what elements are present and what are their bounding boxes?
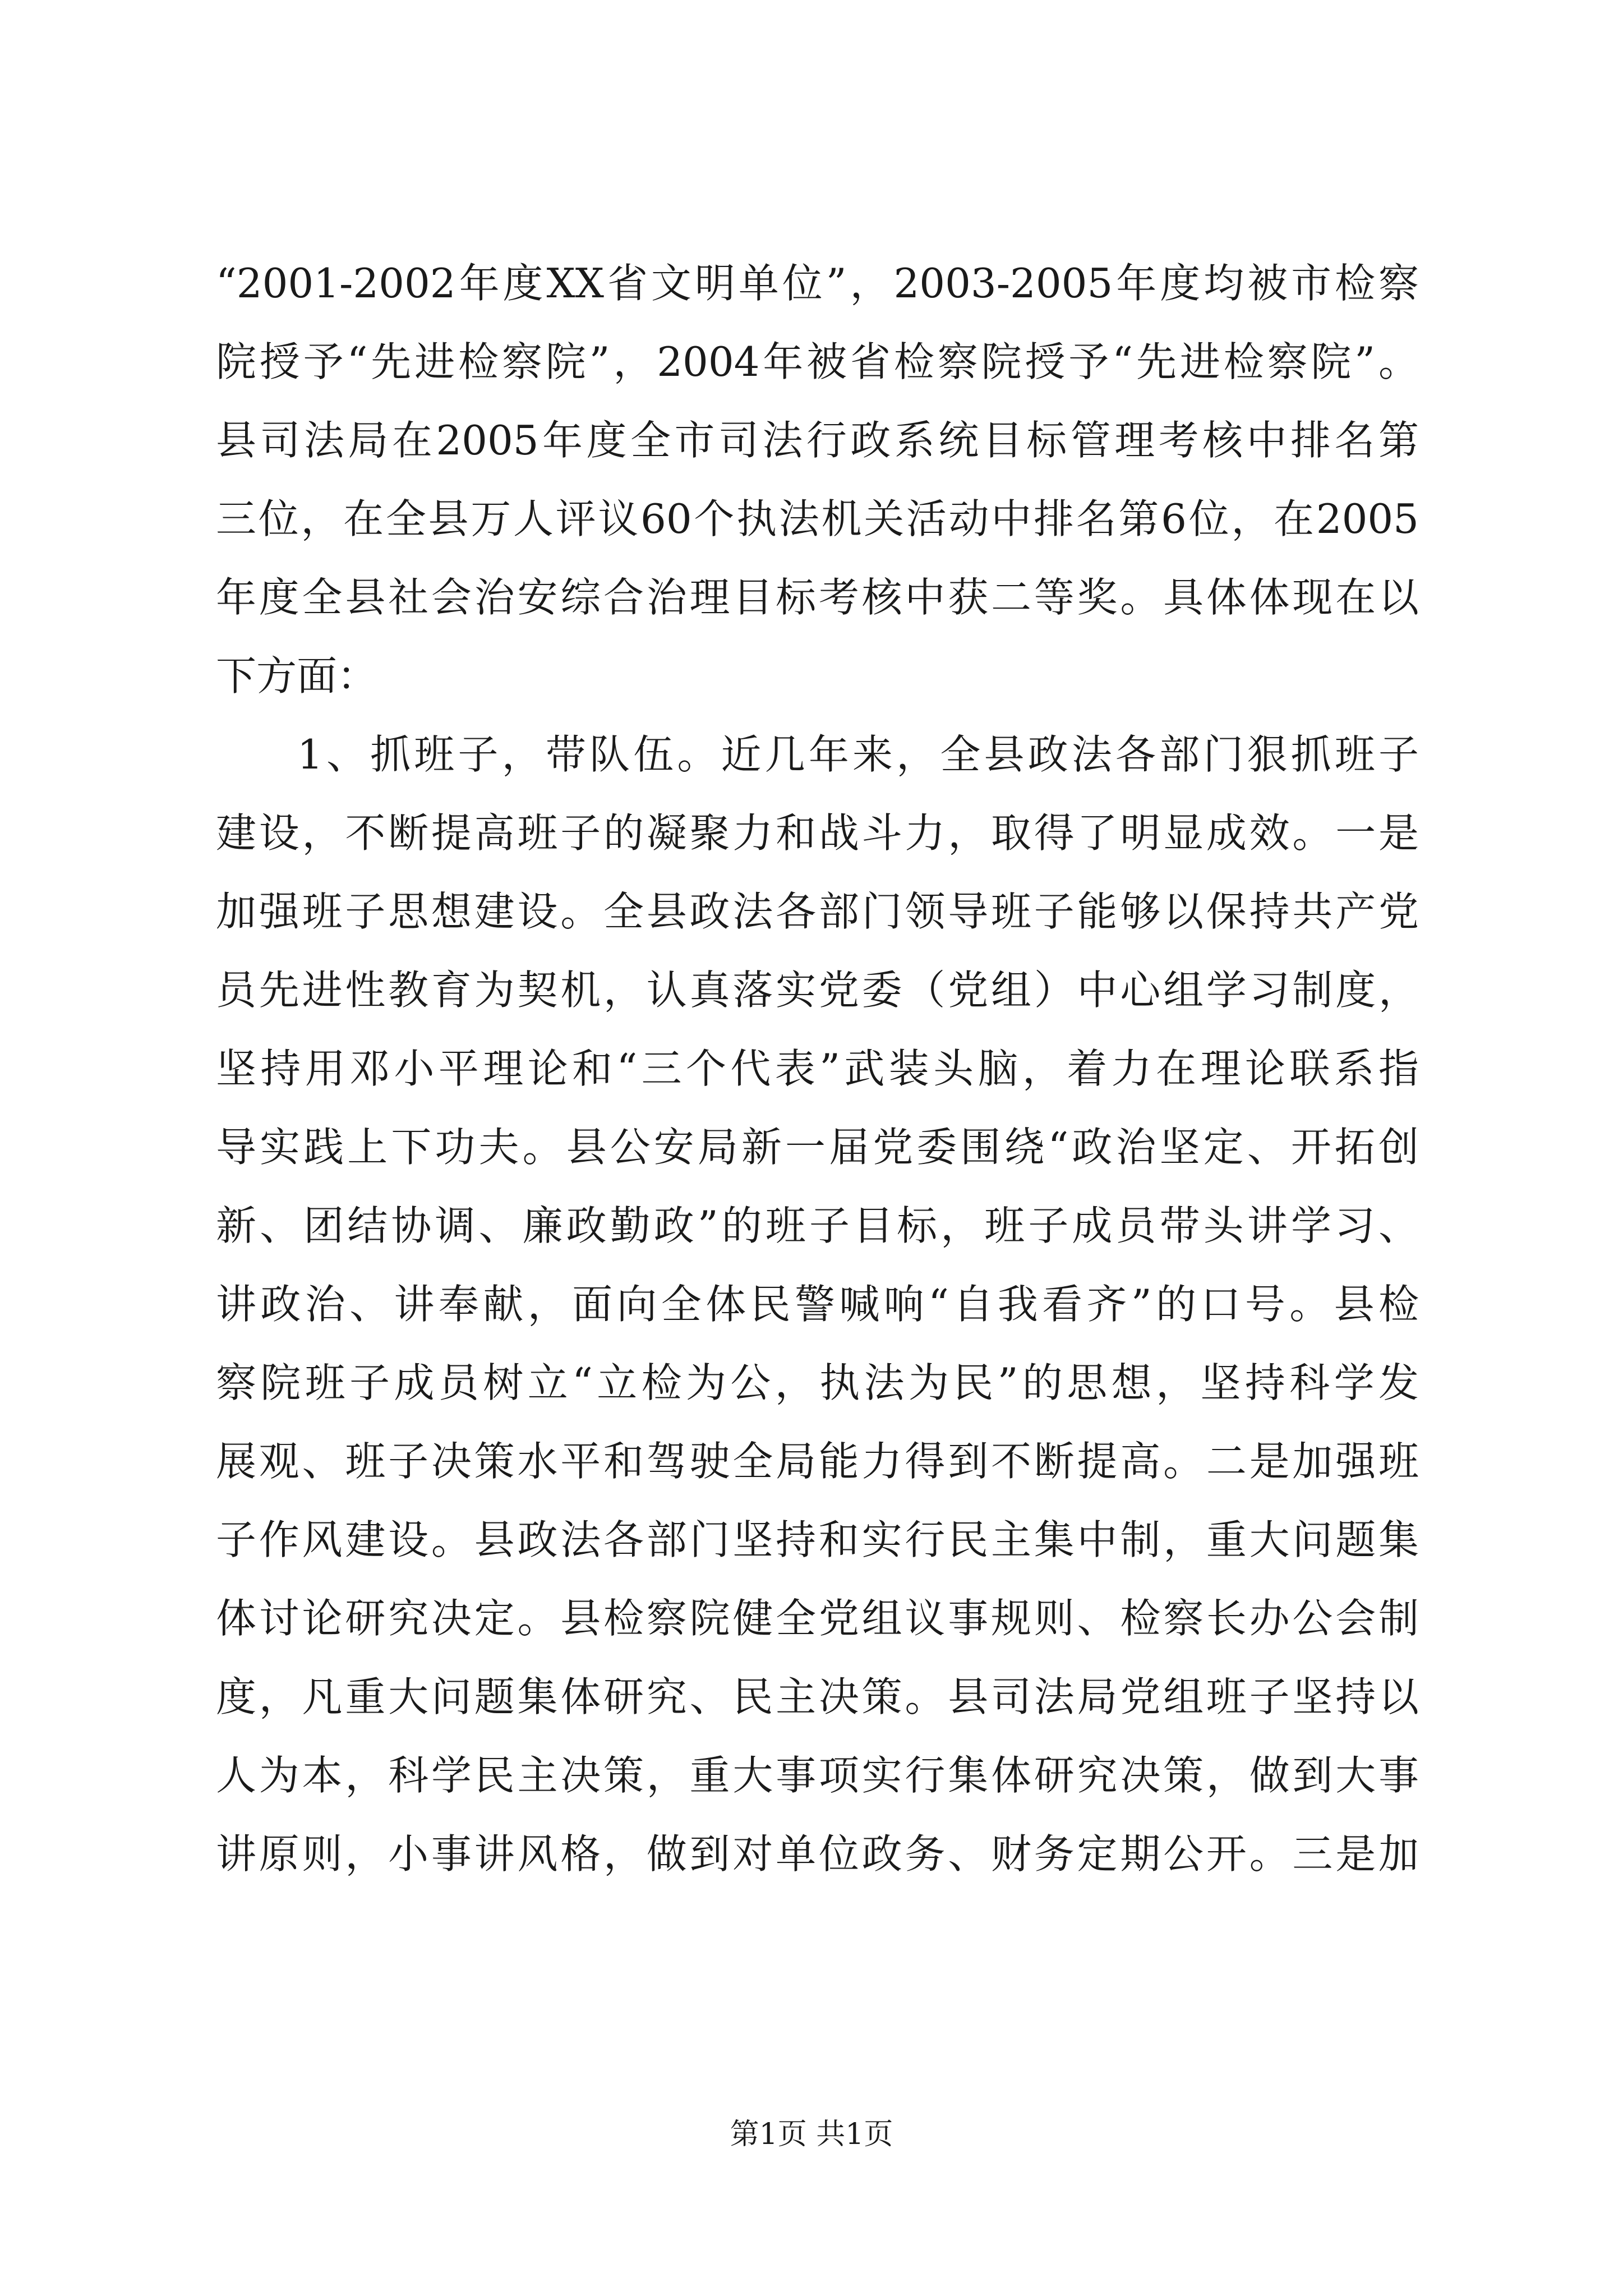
text-line-11: 坚持用邓小平理论和“三个代表”武装头脑，着力在理论联系指 [216,1045,1419,1092]
text-line-2: 院授予“先进检察院”，2004年被省检察院授予“先进检察院”。 [216,338,1419,385]
text-line-5: 年度全县社会治安综合治理目标考核中获二等奖。具体体现在以 [216,574,1419,621]
text-line-3: 县司法局在2005年度全市司法行政系统目标管理考核中排名第 [216,417,1419,464]
text-line-19: 度，凡重大问题集体研究、民主决策。县司法局党组班子坚持以 [216,1673,1419,1720]
text-line-12: 导实践上下功夫。县公安局新一届党委围绕“政治坚定、开拓创 [216,1124,1419,1171]
text-line-16: 展观、班子决策水平和驾驶全局能力得到不断提高。二是加强班 [216,1438,1419,1485]
text-line-7: 1、抓班子，带队伍。近几年来，全县政法各部门狠抓班子 [297,731,1419,778]
text-line-17: 子作风建设。县政法各部门坚持和实行民主集中制，重大问题集 [216,1516,1419,1563]
text-line-14: 讲政治、讲奉献，面向全体民警喊响“自我看齐”的口号。县检 [216,1281,1419,1328]
text-line-20: 人为本，科学民主决策，重大事项实行集体研究决策，做到大事 [216,1752,1419,1799]
text-line-10: 员先进性教育为契机，认真落实党委（党组）中心组学习制度， [216,967,1419,1014]
text-line-13: 新、团结协调、廉政勤政”的班子目标，班子成员带头讲学习、 [216,1202,1419,1249]
text-line-4: 三位，在全县万人评议60个执法机关活动中排名第6位，在2005 [216,495,1419,542]
text-line-21: 讲原则，小事讲风格，做到对单位政务、财务定期公开。三是加 [216,1830,1419,1878]
text-line-6: 下方面： [216,652,378,700]
text-line-18: 体讨论研究决定。县检察院健全党组议事规则、检察长办公会制 [216,1595,1419,1642]
text-line-9: 加强班子思想建设。全县政法各部门领导班子能够以保持共产党 [216,888,1419,935]
text-line-8: 建设，不断提高班子的凝聚力和战斗力，取得了明显成效。一是 [216,809,1419,857]
text-line-15: 察院班子成员树立“立检为公，执法为民”的思想，坚持科学发 [216,1359,1419,1406]
page-footer: 第1页 共1页 [730,2118,893,2151]
text-line-1: “2001-2002年度XX省文明单位”，2003-2005年度均被市检察 [216,260,1419,307]
